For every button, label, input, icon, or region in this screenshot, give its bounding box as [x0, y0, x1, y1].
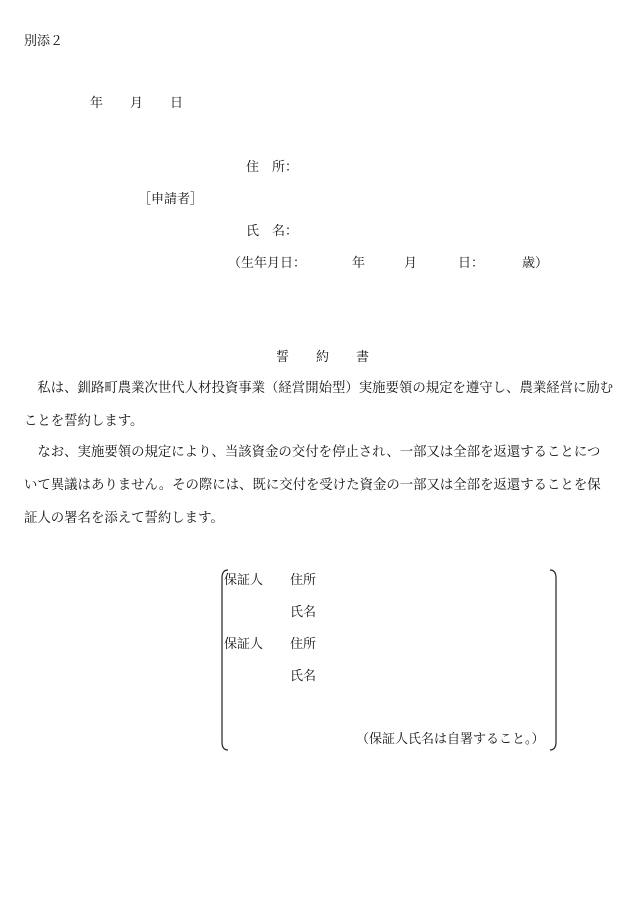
guarantor-bracket-frame	[220, 568, 558, 752]
date-month-label: 月	[130, 96, 144, 111]
paragraph-2-line-1: なお、実施要領の規定により、当該資金の交付を停止され、一部又は全部を返還することにつ	[24, 445, 601, 460]
paragraph-1-line-1: 私は、釧路町農業次世代人材投資事業（経営開始型）実施要領の規定を遵守し、農業経営に励む	[24, 381, 614, 396]
guarantor-2-label: 保証人	[224, 637, 264, 652]
pledge-paragraph-1	[24, 372, 614, 438]
age-close-label: 歳）	[522, 256, 549, 271]
title-char-1: 誓	[276, 350, 290, 365]
date-year-label: 年	[90, 96, 104, 111]
paragraph-2-line-2: いて異議はありません。その際には、既に交付を受けた資金の一部又は全部を返還することを保	[24, 478, 601, 493]
applicant-address-label: 住 所：	[246, 160, 299, 175]
applicant-name-label: 氏 名：	[246, 224, 299, 239]
guarantor-1-label: 保証人	[224, 573, 264, 588]
birthdate-month-label: 月	[404, 256, 418, 271]
guarantor-2-name-label: 氏名	[290, 669, 317, 684]
birthdate-year-label: 年	[352, 256, 366, 271]
birthdate-day-label: 日：	[458, 256, 485, 271]
attachment-label: 別添２	[24, 34, 64, 49]
guarantor-1-name-label: 氏名	[290, 605, 317, 620]
applicant-role-label: ［申請者］	[138, 192, 204, 207]
signature-note: （保証人氏名は自署すること。）	[356, 732, 545, 747]
title-char-3: 書	[356, 350, 370, 365]
paragraph-1-line-2: ことを誓約します。	[24, 414, 144, 429]
left-bracket	[222, 570, 228, 750]
pledge-paragraph-2	[24, 436, 608, 535]
guarantor-2-address-label: 住所	[290, 637, 317, 652]
right-bracket	[550, 570, 556, 750]
paragraph-2-line-3: 証人の署名を添えて誓約します。	[24, 511, 224, 526]
date-day-label: 日	[170, 96, 184, 111]
guarantor-1-address-label: 住所	[290, 573, 317, 588]
guarantor-block	[220, 568, 558, 752]
title-char-2: 約	[316, 350, 330, 365]
birthdate-open-label: （生年月日：	[228, 256, 307, 271]
